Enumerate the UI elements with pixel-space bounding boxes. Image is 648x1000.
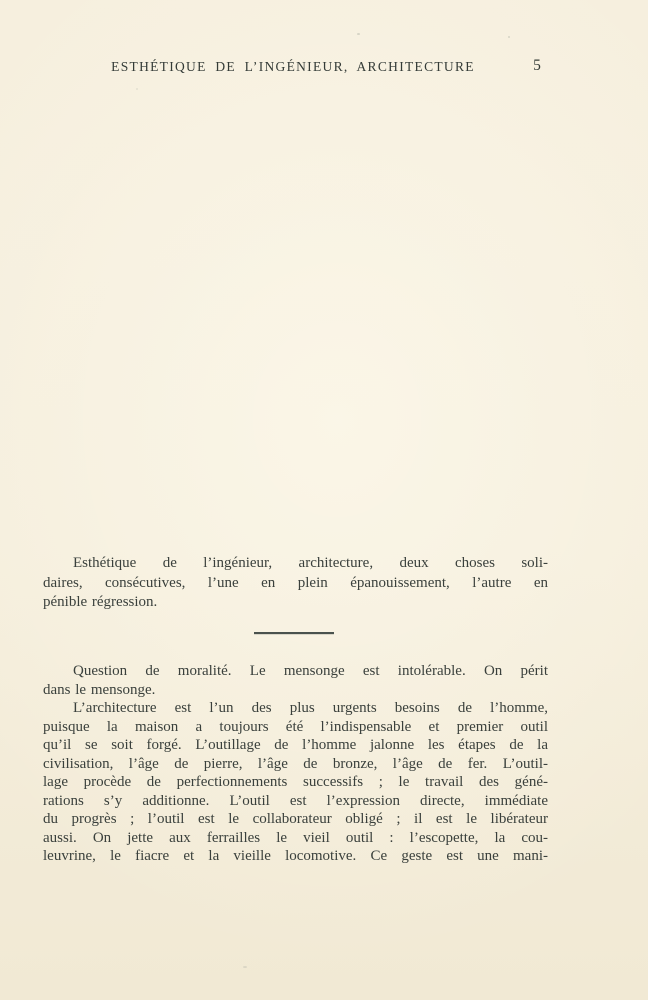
text-line: Question de moralité. Le mensonge est intolérable. On périt	[73, 663, 548, 679]
running-head	[0, 57, 648, 77]
text-line: Esthétique de l’ingénieur, architecture, deux choses soli-	[73, 555, 548, 571]
text-line: civilisation, l’âge de pierre, l’âge de bronze, l’âge de fer. L’outil-	[43, 755, 548, 772]
text-line: L’architecture est l’un des plus urgents besoins de l’homme,	[73, 700, 548, 716]
text-line: dans le mensonge.	[43, 681, 156, 698]
paper-speck	[508, 36, 510, 38]
section-divider-rule	[254, 632, 334, 634]
text-line: puisque la maison a toujours été l’indispensable et premier outil	[43, 718, 548, 735]
text-line: qu’il se soit forgé. L’outillage de l’homme jalonne les étapes de la	[43, 737, 548, 753]
text-line: rations s’y additionne. L’outil est l’expression directe, immédiate	[43, 792, 548, 809]
paragraph	[43, 699, 548, 866]
epigraph-paragraph	[43, 554, 548, 613]
body-text	[43, 662, 548, 866]
text-line: du progrès ; l’outil est le collaborateur obligé ; il est le libérateur	[43, 811, 548, 827]
text-line: daires, consécutives, l’une en plein épanouissement, l’autre en	[43, 574, 548, 591]
page-number: 5	[533, 57, 541, 74]
text-line: aussi. On jette aux ferrailles le vieil outil : l’escopette, la cou-	[43, 829, 548, 846]
text-line: lage procède de perfectionnements successifs ; le travail des géné-	[43, 774, 548, 790]
running-head-title: ESTHÉTIQUE DE L’INGÉNIEUR, ARCHITECTURE	[111, 59, 475, 74]
paper-speck	[243, 966, 247, 968]
paper-speck	[357, 33, 360, 35]
paragraph	[43, 662, 548, 699]
text-line: leuvrine, le fiacre et la vieille locomotive. Ce geste est une mani-	[43, 848, 548, 864]
text-line: pénible régression.	[43, 594, 158, 610]
paper-speck	[136, 88, 138, 90]
